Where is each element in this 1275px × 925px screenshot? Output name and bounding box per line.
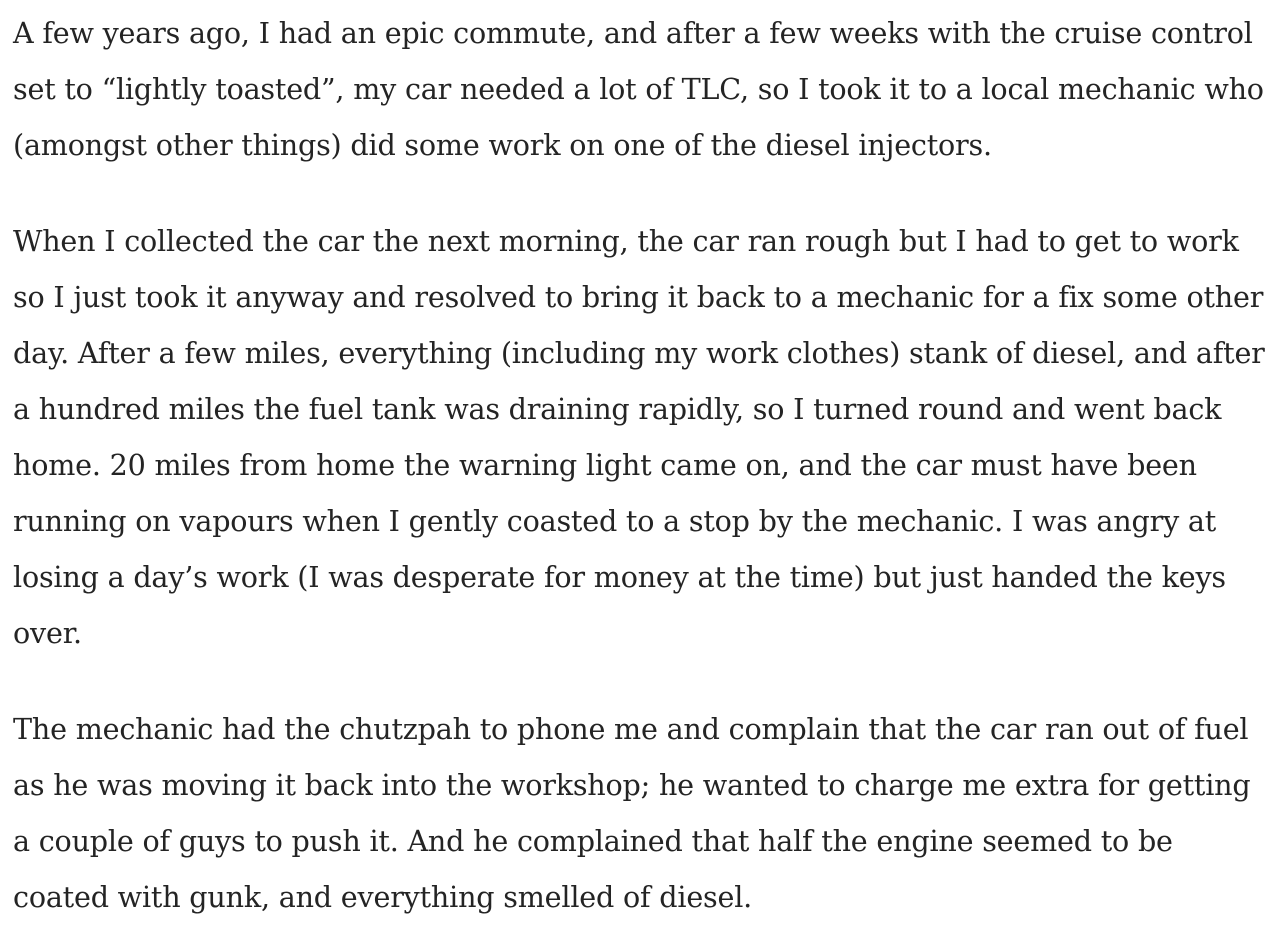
paragraph-breakdown: When I collected the car the next morning, the car ran rough but I had to get to work so I just took it anyway and resolved to bring it back to a mechanic for a fix some other day. After a few miles, everything (including my work clothes) stank of diesel, and after a hundred miles the fuel tank was draining rapidly, so I turned round and went back home. 20 miles from home the warning light came on, and the car must have been running on vapours when I gently coasted to a stop by the mechanic. I was angry at losing a day’s work (I was desperate for money at the time) but just handed the keys over.	[13, 224, 1265, 650]
paragraph-commute: A few years ago, I had an epic commute, and after a few weeks with the cruise control set to “lightly toasted”, my car needed a lot of TLC, so I took it to a local mechanic who (amongst other things) did some work on one of the diesel injectors.	[13, 16, 1264, 162]
paragraph-mechanic-call: The mechanic had the chutzpah to phone me and complain that the car ran out of fuel as he was moving it back into the workshop; he wanted to charge me extra for getting a couple of guys to push it. And he complained that half the engine seemed to be coated with gunk, and everything smelled of diesel.	[13, 712, 1251, 914]
